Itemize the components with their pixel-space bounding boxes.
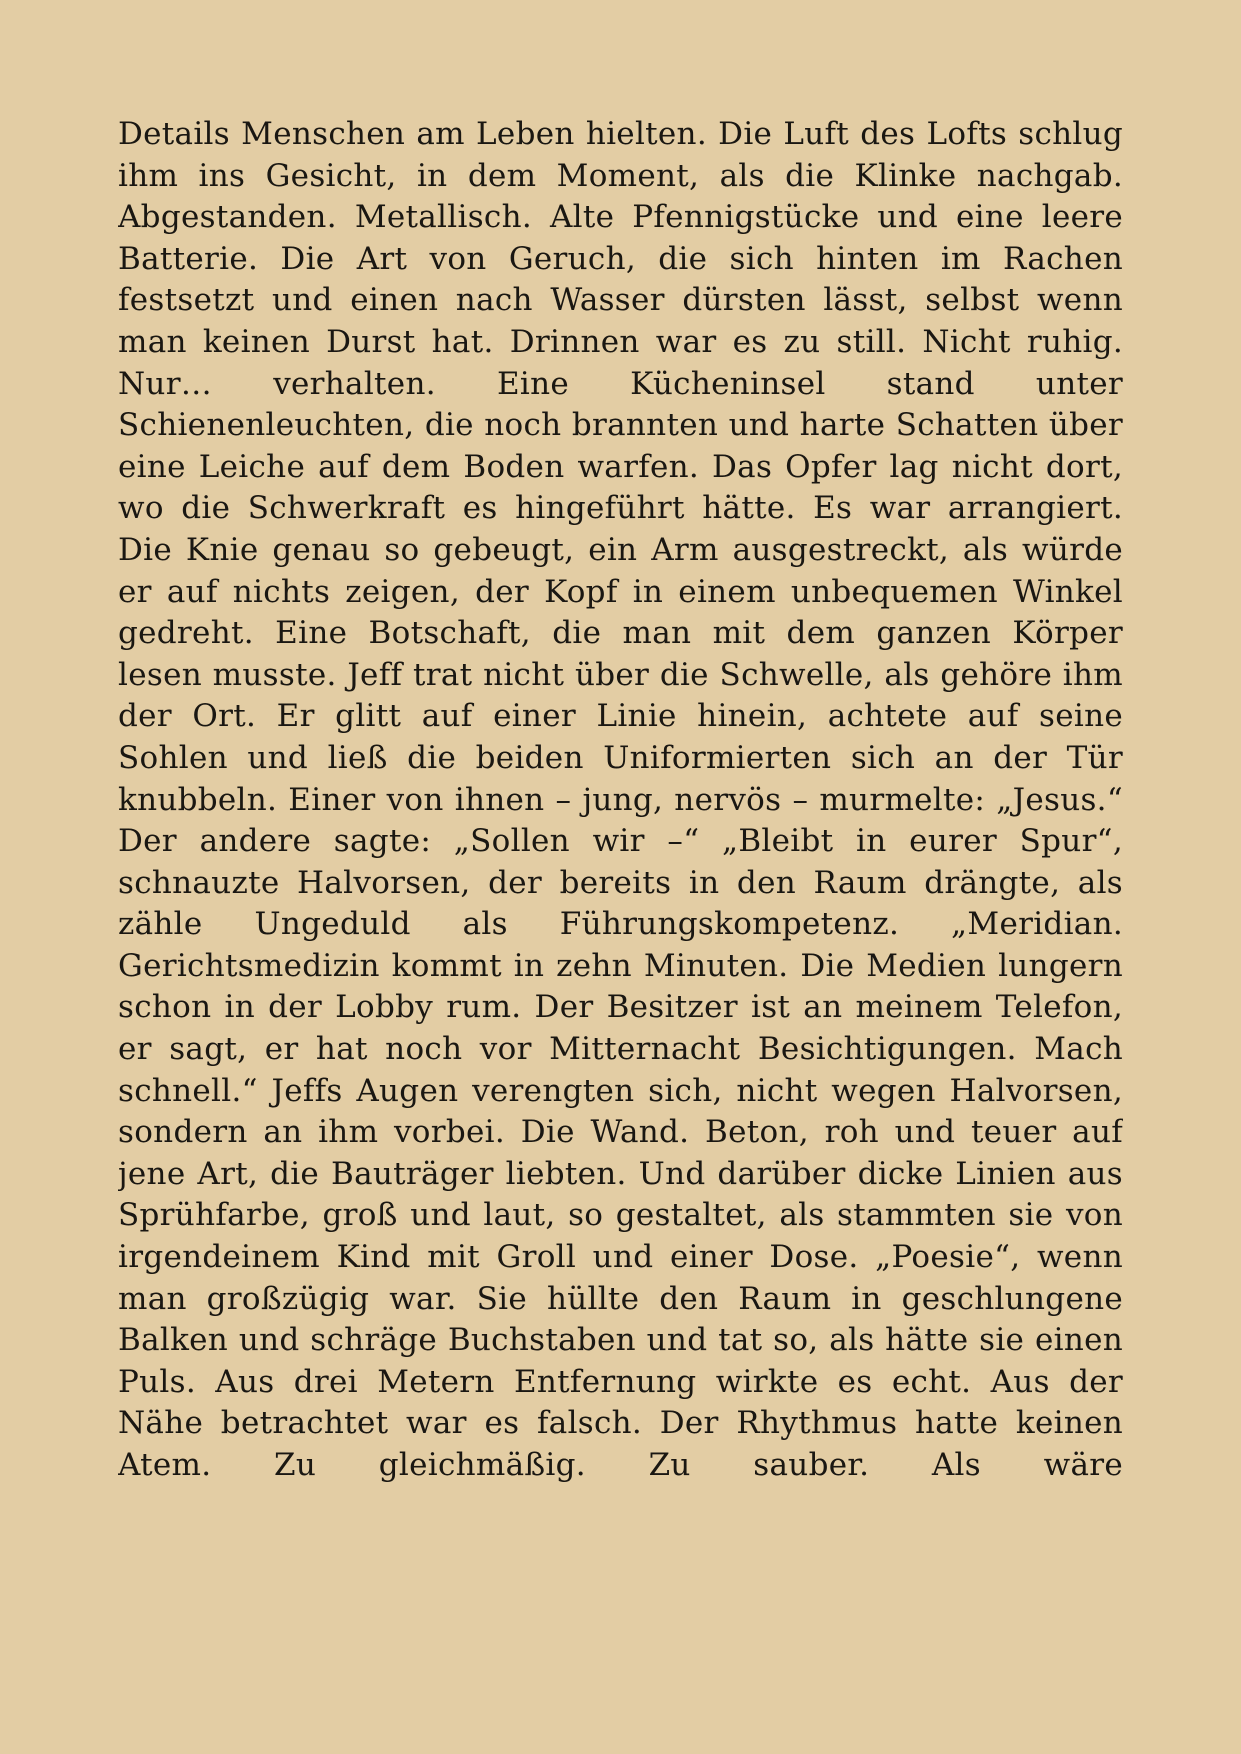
page (118, 114, 1123, 1634)
body-text: Details Menschen am Leben hielten. Die Luft des Lofts schlug ihm ins Gesicht, in dem Moment, als die Klinke nachgab. Abgestanden. Metallisch. Alte Pfennigstücke und eine leere Batterie. Die Art von Geruch, die sich hinten im Rachen festsetzt und einen nach Wasser dürsten lässt, selbst wenn man keinen Durst hat. Drinnen war es zu still. Nicht ruhig. Nur… verhalten. Eine Kücheninsel stand unter Schienenleuchten, die noch brannten und harte Schatten über eine Leiche auf dem Boden warfen. Das Opfer lag nicht dort, wo die Schwerkraft es hingeführt hätte. Es war arrangiert. Die Knie genau so gebeugt, ein Arm ausgestreckt, als würde er auf nichts zeigen, der Kopf in einem unbequemen Winkel gedreht. Eine Botschaft, die man mit dem ganzen Körper lesen musste. Jeff trat nicht über die Schwelle, als gehöre ihm der Ort. Er glitt auf einer Linie hinein, achtete auf seine Sohlen und ließ die beiden Uniformierten sich an der Tür knubbeln. Einer von ihnen – jung, nervös – murmelte: „Jesus.“ Der andere sagte: „Sollen wir –“ „Bleibt in eurer Spur“, schnauzte Halvorsen, der bereits in den Raum drängte, als zähle Ungeduld als Führungskompetenz. „Meridian. Gerichtsmedizin kommt in zehn Minuten. Die Medien lungern schon in der Lobby rum. Der Besitzer ist an meinem Telefon, er sagt, er hat noch vor Mitternacht Besichtigungen. Mach schnell.“ Jeffs Augen verengten sich, nicht wegen Halvorsen, sondern an ihm vorbei. Die Wand. Beton, roh und teuer auf jene Art, die Bauträger liebten. Und darüber dicke Linien aus Sprühfarbe, groß und laut, so gestaltet, als stammten sie von irgendeinem Kind mit Groll und einer Dose. „Poesie“, wenn man großzügig war. Sie hüllte den Raum in geschlungene Balken und schräge Buchstaben und tat so, als hätte sie einen Puls. Aus drei Metern Entfernung wirkte es echt. Aus der Nähe betrachtet war es falsch. Der Rhythmus hatte keinen Atem. Zu gleichmäßig. Zu sauber. Als wäre (118, 116, 1123, 1483)
